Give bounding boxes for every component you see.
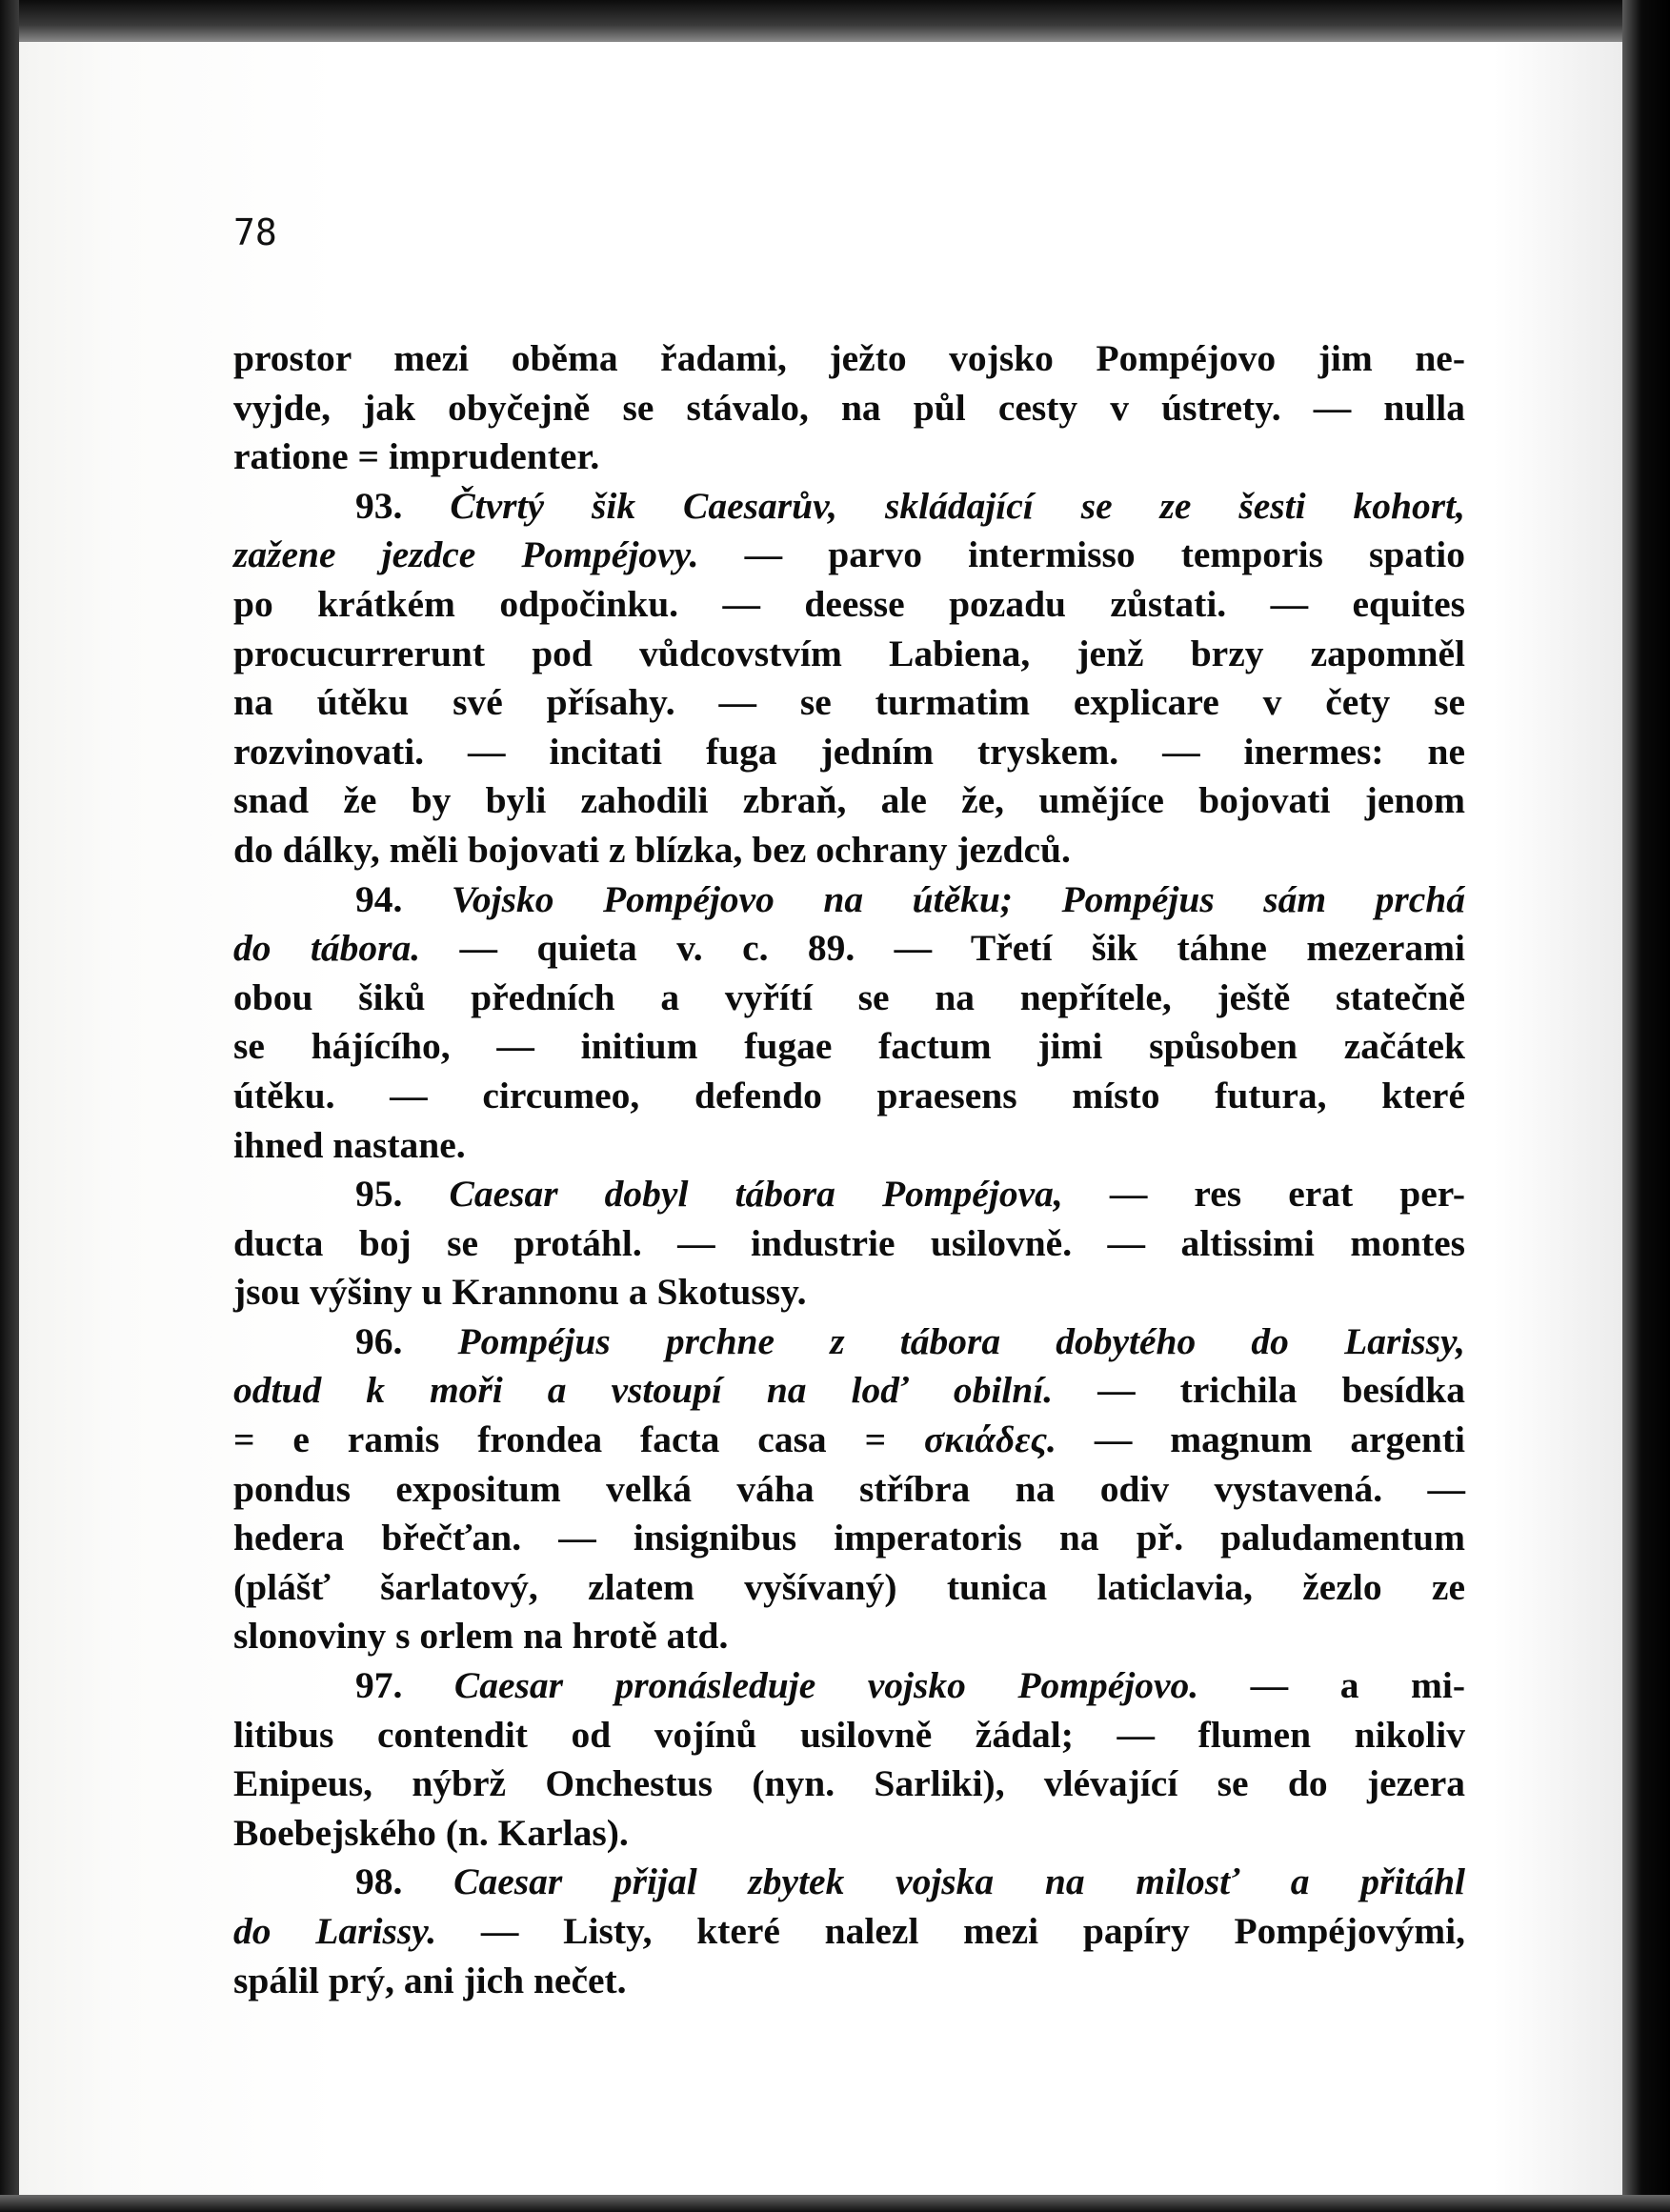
italic-segment: σκιάδες. [923,1418,1056,1461]
text-segment: (plášť šarlatový, zlatem vyšívaný) tunica laticlavia, žezlo ze [233,1565,1465,1608]
text-segment: — a mi- [1198,1664,1465,1707]
text-segment: po krátkém odpočinku. — deesse pozadu zůstati. — equites [233,582,1465,625]
text-line [233,1121,1465,1171]
text-segment: ihned nastane. [233,1123,466,1166]
text-line [233,1907,1465,1957]
text-line [233,1268,1465,1317]
text-line [233,728,1465,777]
text-line [233,875,1465,925]
text-line [233,531,1465,580]
text-line [233,432,1465,482]
text-line [233,1317,1465,1367]
text-line [233,1219,1465,1269]
text-segment: do dálky, měli bojovati z blízka, bez ochrany jezdců. [233,828,1071,871]
text-line [233,1612,1465,1661]
text-line [233,826,1465,875]
scan-edge-right [1622,0,1670,2212]
italic-segment: do Larissy. [233,1910,437,1952]
text-segment: litibus contendit od vojínů usilovně žádal; — flumen nikoliv [233,1713,1465,1756]
text-segment: 98. [355,1860,454,1903]
text-segment: snad že by byli zahodili zbraň, ale že, umějíce bojovati jenom [233,779,1465,822]
text-segment: jsou výšiny u Krannonu a Skotussy. [233,1271,807,1314]
italic-segment: zažene jezdce Pompéjovy. [233,533,699,576]
text-segment: ducta boj se protáhl. — industrie usilovně. — altissimi montes [233,1221,1465,1264]
scan-edge-bottom [0,2195,1670,2212]
text-segment: spálil prý, ani jich nečet. [233,1959,627,2001]
text-line [233,1563,1465,1613]
italic-segment: Caesar pronásleduje vojsko Pompéjovo. [453,1664,1199,1707]
text-segment: = e ramis frondea facta casa = [233,1418,924,1461]
text-segment: obou šiků předních a vyřítí se na nepřítele, ještě statečně [233,975,1465,1018]
text-segment: hedera břečťan. — insignibus imperatoris na př. paludamentum [233,1517,1465,1559]
text-segment: procucurrerunt pod vůdcovstvím Labiena, jenž brzy zapomněl [233,632,1465,674]
text-line [233,1072,1465,1121]
text-line [233,776,1465,826]
text-segment: na útěku své přísahy. — se turmatim explicare v čety se [233,681,1465,724]
text-line [233,1957,1465,2006]
text-segment: — trichila besídka [1053,1369,1465,1412]
text-segment: prostor mezi oběma řadami, ježto vojsko Pompéjovo jim ne- [233,337,1465,379]
text-line [233,1809,1465,1859]
text-segment: ratione = imprudenter. [233,435,600,478]
scan-edge-top [0,0,1670,42]
text-segment: 97. [355,1664,454,1707]
body-text [233,334,1465,2005]
italic-segment: Čtvrtý šik Caesarův, skládající se ze šesti kohort, [450,484,1465,527]
page-number: 78 [233,211,277,253]
text-line [233,1170,1465,1219]
text-line [233,334,1465,384]
italic-segment: Caesar přijal zbytek vojska na milosť a přitáhl [453,1860,1466,1903]
text-line [233,1022,1465,1072]
text-line [233,384,1465,433]
text-line [233,482,1465,532]
text-segment: slonoviny s orlem na hrotě atd. [233,1615,729,1658]
text-line [233,1416,1465,1465]
text-line [233,630,1465,679]
text-segment: 93. [355,484,451,527]
text-line [233,580,1465,630]
text-line [233,678,1465,728]
text-segment: pondus expositum velká váha stříbra na odiv vystavená. — [233,1467,1465,1510]
italic-segment: Vojsko Pompéjovo na útěku; Pompéjus sám prchá [451,877,1466,920]
text-segment: — res erat per- [1062,1173,1465,1216]
text-line [233,1661,1465,1711]
italic-segment: Caesar dobyl tábora Pompéjova, [449,1173,1063,1216]
text-segment: Boebejského (n. Karlas). [233,1811,629,1854]
text-segment: 94. [355,877,452,920]
text-line [233,1366,1465,1416]
text-segment: 95. [355,1173,450,1216]
scan-edge-left [0,0,19,2212]
text-segment: — quieta v. c. 89. — Třetí šik táhne mezerami [420,927,1465,970]
text-segment: útěku. — circumeo, defendo praesens místo futura, které [233,1074,1465,1116]
text-segment: rozvinovati. — incitati fuga jedním tryskem. — inermes: ne [233,730,1465,773]
text-line [233,1858,1465,1907]
italic-segment: do tábora. [233,927,421,970]
text-segment: vyjde, jak obyčejně se stávalo, na půl cesty v ústrety. — nulla [233,386,1465,429]
text-segment: — magnum argenti [1056,1418,1465,1461]
text-line [233,1760,1465,1809]
text-line [233,1514,1465,1563]
text-line [233,1711,1465,1760]
text-segment: 96. [355,1319,458,1362]
text-line [233,1465,1465,1515]
italic-segment: odtud k moři a vstoupí na loď obilní. [233,1369,1054,1412]
text-segment: Enipeus, nýbrž Onchestus (nyn. Sarliki), vlévající se do jezera [233,1762,1465,1805]
text-segment: — Listy, které nalezl mezi papíry Pompéjovými, [436,1910,1465,1952]
text-segment: — parvo intermisso temporis spatio [698,533,1465,576]
text-segment: se hájícího, — initium fugae factum jimi spůsoben začátek [233,1025,1465,1068]
text-line [233,924,1465,974]
text-line [233,974,1465,1023]
italic-segment: Pompéjus prchne z tábora dobytého do Larissy, [457,1319,1465,1362]
